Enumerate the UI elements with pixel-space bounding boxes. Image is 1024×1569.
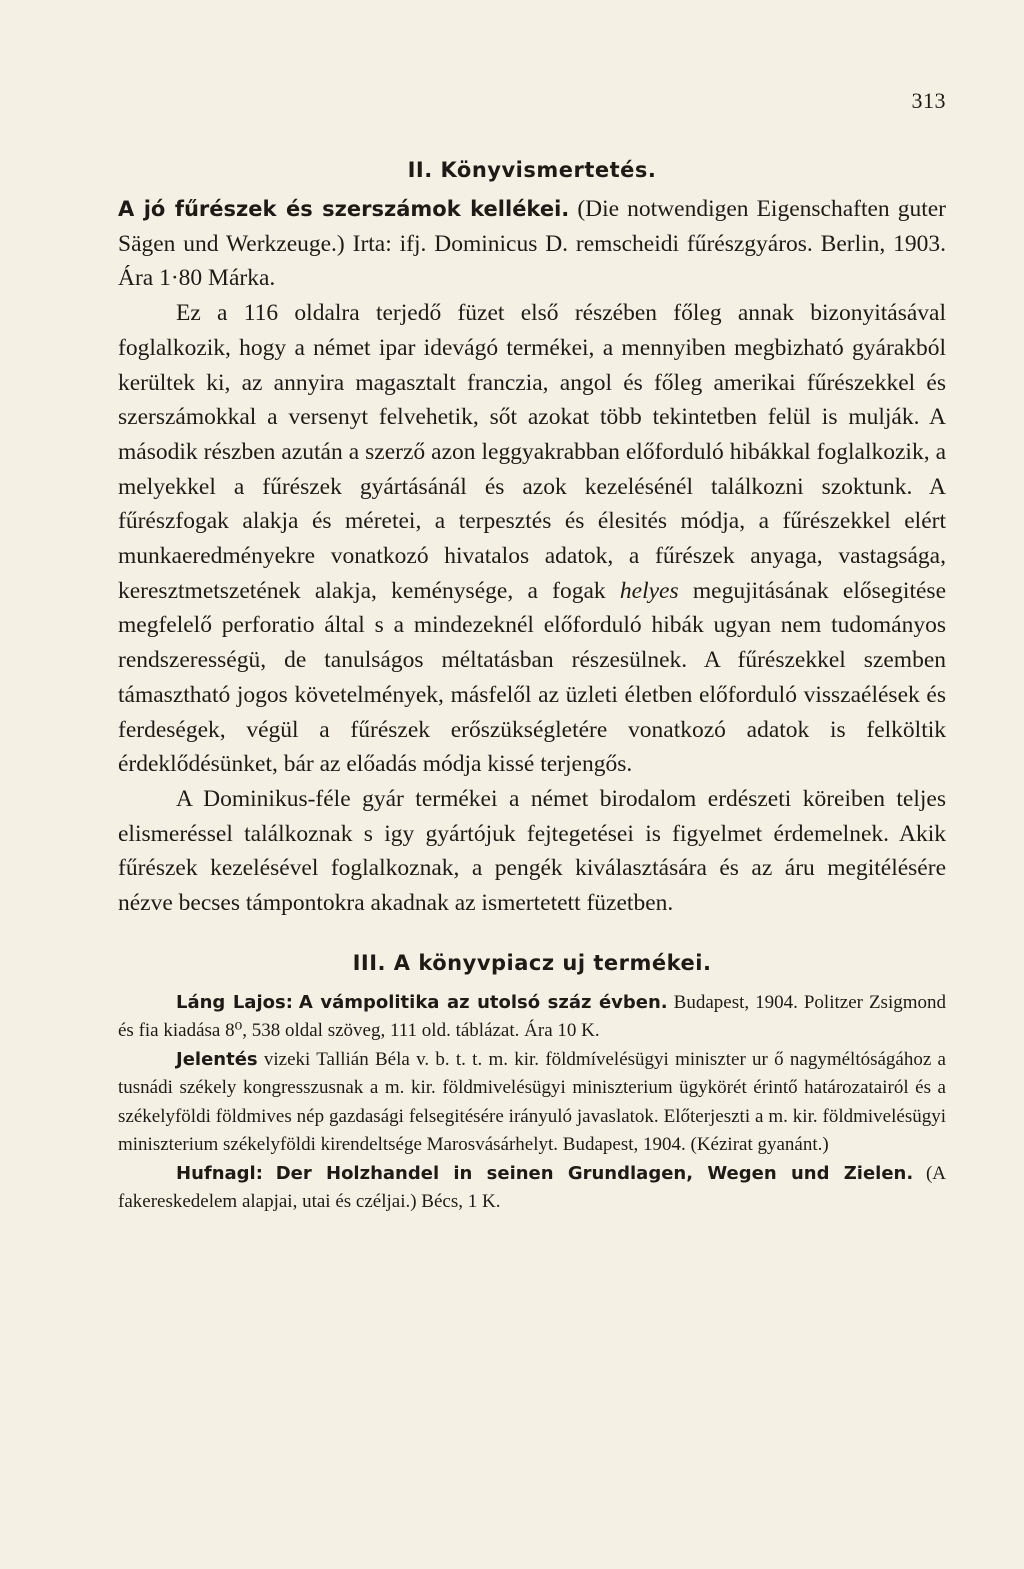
review-paragraph-1-text-a: Ez a 116 oldalra terjedő füzet első részében főleg annak bizonyitásával foglalkozik, hogy a német ipar idevágó termékei, a mennyiben megbizható gyárakból kerültek ki, az annyira magasztalt franczia, angol és főleg amerikai fűrészekkel és szerszámokkal a versenyt felvehetik, sőt azokat több tekintetben felül is mulják. A második részben azután a szerző azon leggyakrabban előforduló hibákkal foglalkozik, a melyekkel a fűrészek gyártásánál és azok kezelésénél találkozni szoktunk. A fűrészfogak alakja és méretei, a terpesztés és élesités módja, a fűrészekkel elért munkaeredményekre vonatkozó hivatalos adatok, a fűrészek anyaga, vastagsága, keresztmetszetének alakja, keménysége, a fogak bbox=[118, 300, 946, 604]
review-title-paragraph bbox=[118, 192, 946, 296]
page-number: 313 bbox=[911, 88, 946, 113]
review-title: A jó fűrészek és szerszámok kellékei. bbox=[118, 197, 570, 221]
book-review bbox=[118, 192, 946, 921]
emphasis-word: helyes bbox=[619, 577, 679, 604]
book-entry bbox=[118, 1160, 946, 1217]
entry-author: Láng Lajos: bbox=[176, 991, 293, 1013]
review-paragraph-1 bbox=[118, 296, 946, 782]
entry-details: vizeki Tallián Béla v. b. t. t. m. kir. földmívelésügyi miniszter ur ő nagyméltóságához a tusnádi székely kongresszusnak a m. kir. földmivelésügyi miniszterium ügykörét érintő határozatairól és a székelyföldi földmives nép gazdasági felsegitésére irányuló javaslatok. Előterjeszti a m. kir. földmivelésügyi miniszterium székelyföldi kirendeltsége Marosvásárhelyt. Budapest, 1904. (Kézirat gyanánt.) bbox=[118, 1048, 946, 1156]
entry-details: Budapest, 1904. Politzer Zsigmond és fia kiadása 8⁰, 538 oldal szöveg, 111 old. táblázat. Ára 10 K. bbox=[118, 991, 947, 1042]
page bbox=[118, 80, 946, 1217]
section-heading-book-reviews: II. Könyvismertetés. bbox=[407, 158, 657, 182]
review-title-details: (Die notwendigen Eigenschaften guter Sägen und Werkzeuge.) Irta: ifj. Dominicus D. remscheidi fűrészgyáros. Berlin, 1903. Ára 1·80 Márka. bbox=[118, 196, 947, 292]
entry-title: Der Holzhandel in seinen Grundlagen, Wegen und Zielen. bbox=[275, 1162, 914, 1184]
review-paragraph-1-text-b: megujitásának elősegitése megfelelő perforatio által s a mindezeknél előforduló hibák ugyan nem tudományos rendszerességü, de tanulságos méltatásban részesülnek. A fűrészekkel szemben támasztható jogos követelmények, másfelől az üzleti életben előforduló visszaélések és ferdeségek, végül a fűrészek erőszükségletére vonatkozó adatok is felköltik érdeklődésünket, bár az előadás módja kissé terjengős. bbox=[118, 577, 946, 778]
entry-details: (A fakereskedelem alapjai, utai és czéljai.) Bécs, 1 K. bbox=[118, 1162, 947, 1213]
entry-title: Jelentés bbox=[176, 1048, 258, 1070]
entry-author: Hufnagl: bbox=[176, 1162, 263, 1184]
new-books-list bbox=[118, 989, 946, 1217]
section-heading-new-books: III. A könyvpiacz uj termékei. bbox=[352, 950, 712, 975]
review-paragraph-2: A Dominikus-féle gyár termékei a német birodalom erdészeti köreiben teljes elismeréssel találkoznak s igy gyártójuk fejtegetései is figyelmet érdemelnek. Akik fűrészek kezelésével foglalkoznak, a pengék kiválasztására és az áru megitélésére nézve becses támpontokra akadnak az ismertetett füzetben. bbox=[118, 785, 946, 917]
book-entry bbox=[118, 989, 946, 1046]
entry-title: A vámpolitika az utolsó száz évben. bbox=[298, 991, 668, 1013]
book-entry bbox=[118, 1046, 946, 1160]
